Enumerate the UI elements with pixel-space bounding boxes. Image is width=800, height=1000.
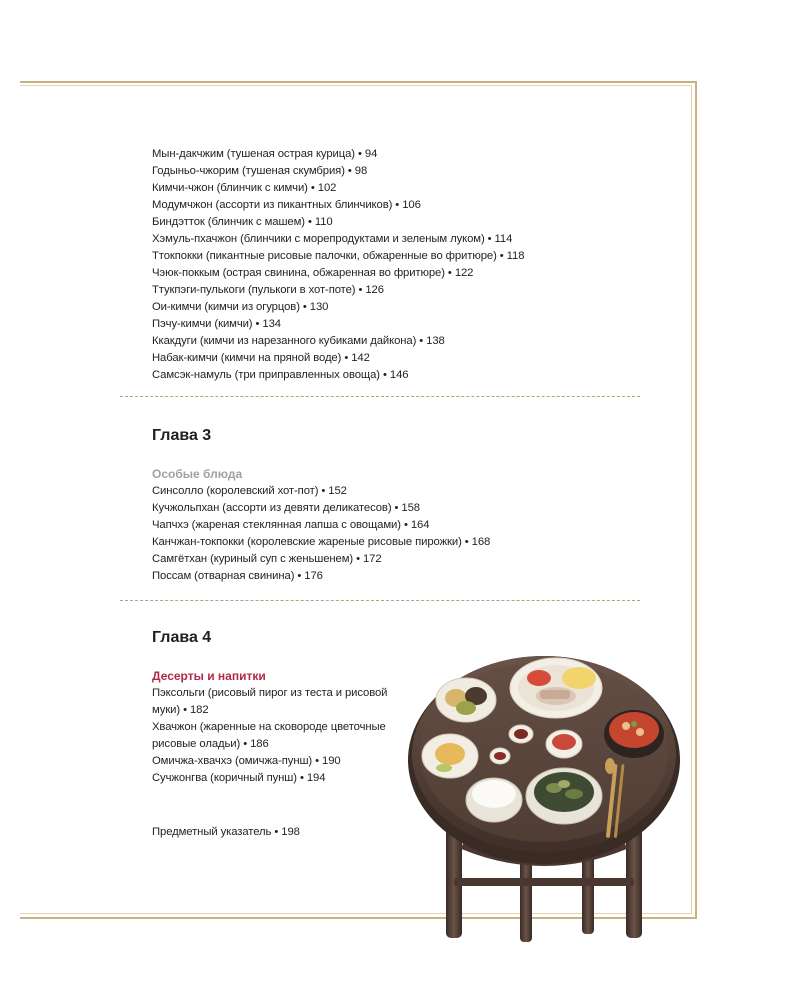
toc-entry: Биндэтток (блинчик с машем) • 110 <box>152 216 333 228</box>
toc-entry: Набак-кимчи (кимчи на пряной воде) • 142 <box>152 352 370 364</box>
chapter4-category: Десерты и напитки <box>152 669 266 683</box>
toc-entry: Кучжольпхан (ассорти из девяти деликатесов) • 158 <box>152 502 420 514</box>
section-divider <box>120 600 640 601</box>
chapter3-title: Глава 3 <box>152 427 212 444</box>
chapter4-section <box>152 668 387 787</box>
toc-entry: Годыньо-чжорим (тушеная скумбрия) • 98 <box>152 165 368 177</box>
toc-entry: Самсэк-намуль (три приправленных овоща) • 146 <box>152 369 409 381</box>
toc-entry: Ттокпокки (пикантные рисовые палочки, обжаренные во фритюре) • 118 <box>152 250 525 262</box>
index-entry: Предметный указатель • 198 <box>152 826 300 838</box>
toc-entry: Ттукпэги-пулькоги (пулькоги в хот-поте) • 126 <box>152 284 384 296</box>
toc-entry: Чэюк-поккым (острая свинина, обжаренная во фритюре) • 122 <box>152 267 474 279</box>
toc-entry: Мын-дакчжим (тушеная острая курица) • 94 <box>152 148 378 160</box>
toc-entry: Кимчи-чжон (блинчик с кимчи) • 102 <box>152 182 337 194</box>
toc-entry: Синсолло (королевский хот-пот) • 152 <box>152 485 347 497</box>
toc-entry: Хвачжон (жаренные на сковороде цветочные <box>152 721 386 733</box>
toc-entry: Ои-кимчи (кимчи из огурцов) • 130 <box>152 301 329 313</box>
toc-entry: Самгётхан (куриный суп с женьшенем) • 172 <box>152 553 382 565</box>
toc-entry: Хэмуль-пхачжон (блинчики с морепродуктами и зеленым луком) • 114 <box>152 233 513 245</box>
toc-entry: Чапчхэ (жареная стеклянная лапша с овощами) • 164 <box>152 519 430 531</box>
toc-entry: Пэчу-кимчи (кимчи) • 134 <box>152 318 281 330</box>
toc-entry: Канчжан-токпокки (королевские жареные рисовые пирожки) • 168 <box>152 536 491 548</box>
page-frame-right <box>695 81 697 919</box>
toc-entry: Омичжа-хвачхэ (омичжа-пунш) • 190 <box>152 755 341 767</box>
chapter2-list <box>152 146 524 384</box>
toc-entry: Ккакдуги (кимчи из нарезанного кубиками дайкона) • 138 <box>152 335 445 347</box>
chapter4-title: Глава 4 <box>152 629 212 646</box>
page-frame-top <box>20 81 696 83</box>
toc-entry: Модумчжон (ассорти из пикантных блинчиков) • 106 <box>152 199 421 211</box>
chapter3-category: Особые блюда <box>152 467 243 481</box>
toc-entry: Поссам (отварная свинина) • 176 <box>152 570 323 582</box>
toc-entry: муки) • 182 <box>152 704 209 716</box>
chapter3-section <box>152 466 490 585</box>
toc-entry: Пэксольги (рисовый пирог из теста и рисовой <box>152 687 388 699</box>
dining-table-illustration <box>404 648 684 948</box>
toc-entry: Сучжонгва (коричный пунш) • 194 <box>152 772 326 784</box>
page-frame-inner-top <box>20 85 692 86</box>
toc-entry: рисовые оладьи) • 186 <box>152 738 269 750</box>
index-section <box>152 824 300 841</box>
page-frame-inner-right <box>691 85 692 913</box>
section-divider <box>120 396 640 397</box>
